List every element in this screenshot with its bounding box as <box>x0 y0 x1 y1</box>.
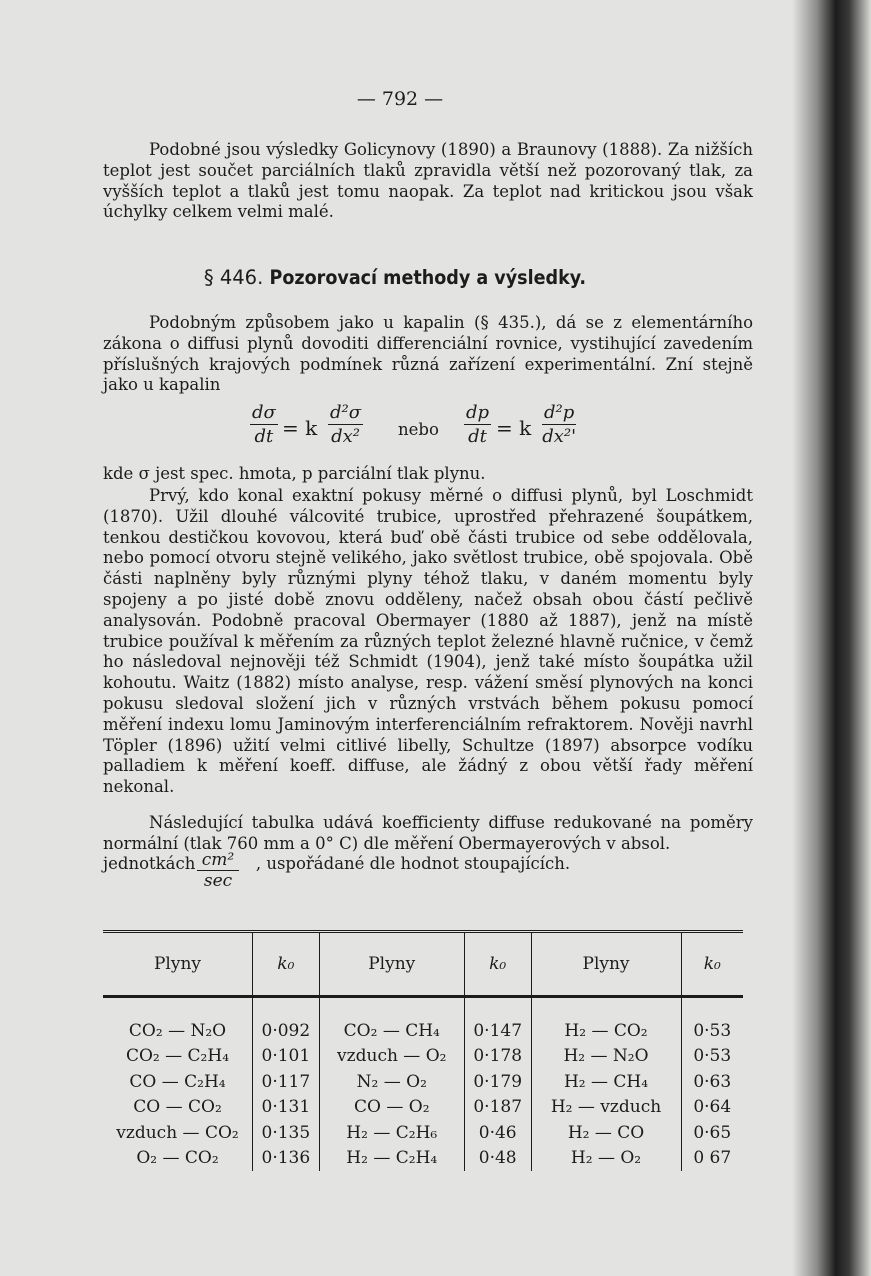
paragraph-results <box>103 140 753 223</box>
paragraph-history <box>103 486 753 798</box>
frac-d2sigma-dx2: $\frac{\text{d²σ}}{\text{dx²}}$ <box>330 402 362 447</box>
frac-dsigma-dt: $\frac{d\sigma}{dt}$ <box>252 402 276 447</box>
table-cell: 0·117 <box>253 1069 320 1095</box>
unit-fraction: cm² sec <box>197 850 239 891</box>
table-cell: 0·64 <box>693 1097 732 1118</box>
table-row <box>103 1120 743 1146</box>
paragraph-where: kde σ jest spec. hmota, p parciální tlak plynu. <box>103 464 486 483</box>
paragraph-intro <box>103 313 753 396</box>
section-title: Pozorovací methody a výsledky. <box>269 266 587 289</box>
header-k0: k₀ <box>681 932 743 997</box>
table-cell: 0·48 <box>464 1146 531 1172</box>
table-cell: 0·187 <box>464 1095 531 1121</box>
table-cell: N₂ — O₂ <box>319 1069 464 1095</box>
header-gases: Plyny <box>531 932 681 997</box>
table-cell: 0·178 <box>464 1044 531 1070</box>
table-cell: 0·101 <box>253 1044 320 1070</box>
table-cell: CO — O₂ <box>319 1095 464 1121</box>
table-cell: CO — C₂H₄ <box>103 1069 253 1095</box>
table-cell: H₂ — C₂H₆ <box>319 1120 464 1146</box>
header-k0: k₀ <box>253 932 320 997</box>
section-number: § 446. <box>203 266 264 289</box>
table-cell: 0·092 <box>253 997 320 1044</box>
table-cell: O₂ — CO₂ <box>103 1146 253 1172</box>
paragraph-table-intro <box>103 813 753 855</box>
table-cell: 0·53 <box>693 1046 732 1067</box>
units-suffix: , uspořádané dle hodnot stoupajících. <box>255 854 571 873</box>
table-cell: H₂ — N₂O <box>531 1044 681 1070</box>
table-cell: CO₂ — C₂H₄ <box>103 1044 253 1070</box>
units-prefix: jednotkách <box>103 854 196 873</box>
frac-dp-dt: $\frac{dp}{dt}$ <box>466 402 490 447</box>
paragraph-results-text: Podobné jsou výsledky Golicynovy (1890) a Braunovy (1888). Za nižších teplot jest součet parciálních tlaků zpravidla větší než pozorovaný tlak, za vyšších teplot a tlaků jest tomu naopak. Za teplot nad kritickou jsou však úchylky celkem velmi malé. <box>103 140 753 222</box>
book-spine-edge <box>793 0 871 1276</box>
table-cell: CO₂ — N₂O <box>103 997 253 1044</box>
table-cell: 0·147 <box>464 997 531 1044</box>
frac-d2p-dx2: $\frac{\text{d²p}}{\text{dx²'}}$ <box>542 402 577 447</box>
table-cell: H₂ — CO₂ <box>531 997 681 1044</box>
table-cell: H₂ — C₂H₄ <box>319 1146 464 1172</box>
paragraph-history-text: Prvý, kdo konal exaktní pokusy měrné o diffusi plynů, byl Loschmidt (1870). Užil dlouhé válcovité trubice, uprostřed přehrazené šoupátkem, tenkou destičkou kovovou, která buď obě části trubice od sebe oddělovala, nebo pomocí otvoru stejně velikého, jako světlost trubice, obě spojovala. Obě části naplněny byly různými plyny téhož tlaku, v daném momentu byly spojeny a po jisté době znovu odděleny, načež obsah obou částí pečlivě analysován. Podobně pracoval Obermayer (1880 až 1887), jenž na místě trubice používal k měřením za různých teplot železné hlavně ručnice, v čemž ho následoval nejnověji též Schmidt (1904), jenž také místo šoupátka užil kohoutu. Waitz (1882) místo analyse, resp. vážení směsí plynových na konci pokusu sledoval složení jich v různých vrstvách během pokusu pomocí měření indexu lomu Jaminovým interferenciálním refraktorem. Nověji navrhl Töpler (1896) užití velmi citlivé libelly, Schultze (1897) absorpce vodíku palladiem k měření koeff. diffuse, ale žádný z obou větší řady měření nekonal. <box>103 486 753 797</box>
equals-k-2: = k <box>496 416 532 440</box>
table-cell: 0·53 <box>693 1020 732 1041</box>
table-cell: 0·63 <box>693 1071 732 1092</box>
diffusion-equation <box>250 402 670 466</box>
header-k0: k₀ <box>464 932 531 997</box>
section-heading <box>0 266 790 289</box>
table-cell: vzduch — O₂ <box>319 1044 464 1070</box>
table-row <box>103 1044 743 1070</box>
paragraph-intro-text: Podobným způsobem jako u kapalin (§ 435.), dá se z elementárního zákona o diffusi plynů dovoditi differenciální rovnice, vystihující zavedením příslušných krajových podmínek různá zařízení experimentální. Zní stejně jako u kapalin <box>103 313 753 395</box>
table-cell: H₂ — CO <box>531 1120 681 1146</box>
table-cell: CO — CO₂ <box>103 1095 253 1121</box>
header-gases: Plyny <box>319 932 464 997</box>
table-row <box>103 1069 743 1095</box>
table-header-row <box>103 932 743 997</box>
table-cell: 0·135 <box>253 1120 320 1146</box>
units-line <box>103 854 570 873</box>
table-cell: H₂ — CH₄ <box>531 1069 681 1095</box>
nebo-word: nebo <box>398 420 439 439</box>
table-cell: 0·136 <box>253 1146 320 1172</box>
page-number: — 792 — <box>356 88 444 110</box>
table-cell: 0·179 <box>464 1069 531 1095</box>
equals-k: = k <box>282 416 318 440</box>
table-row <box>103 1146 743 1172</box>
table-row <box>103 997 743 1044</box>
table-cell: 0·65 <box>693 1122 732 1143</box>
table-cell: vzduch — CO₂ <box>103 1120 253 1146</box>
diffusion-coefficient-table <box>103 930 743 1171</box>
table-cell: H₂ — O₂ <box>531 1146 681 1172</box>
table-cell: 0·131 <box>253 1095 320 1121</box>
header-gases: Plyny <box>103 932 253 997</box>
table-row <box>103 1095 743 1121</box>
paragraph-table-intro-text: Následující tabulka udává koefficienty diffuse redukované na poměry normální (tlak 760 mm a 0° C) dle měření Obermayerových v absol. <box>103 813 753 853</box>
table-cell: 0 67 <box>693 1148 732 1169</box>
table-cell: CO₂ — CH₄ <box>319 997 464 1044</box>
table-cell: 0·46 <box>464 1120 531 1146</box>
table-cell: H₂ — vzduch <box>531 1095 681 1121</box>
